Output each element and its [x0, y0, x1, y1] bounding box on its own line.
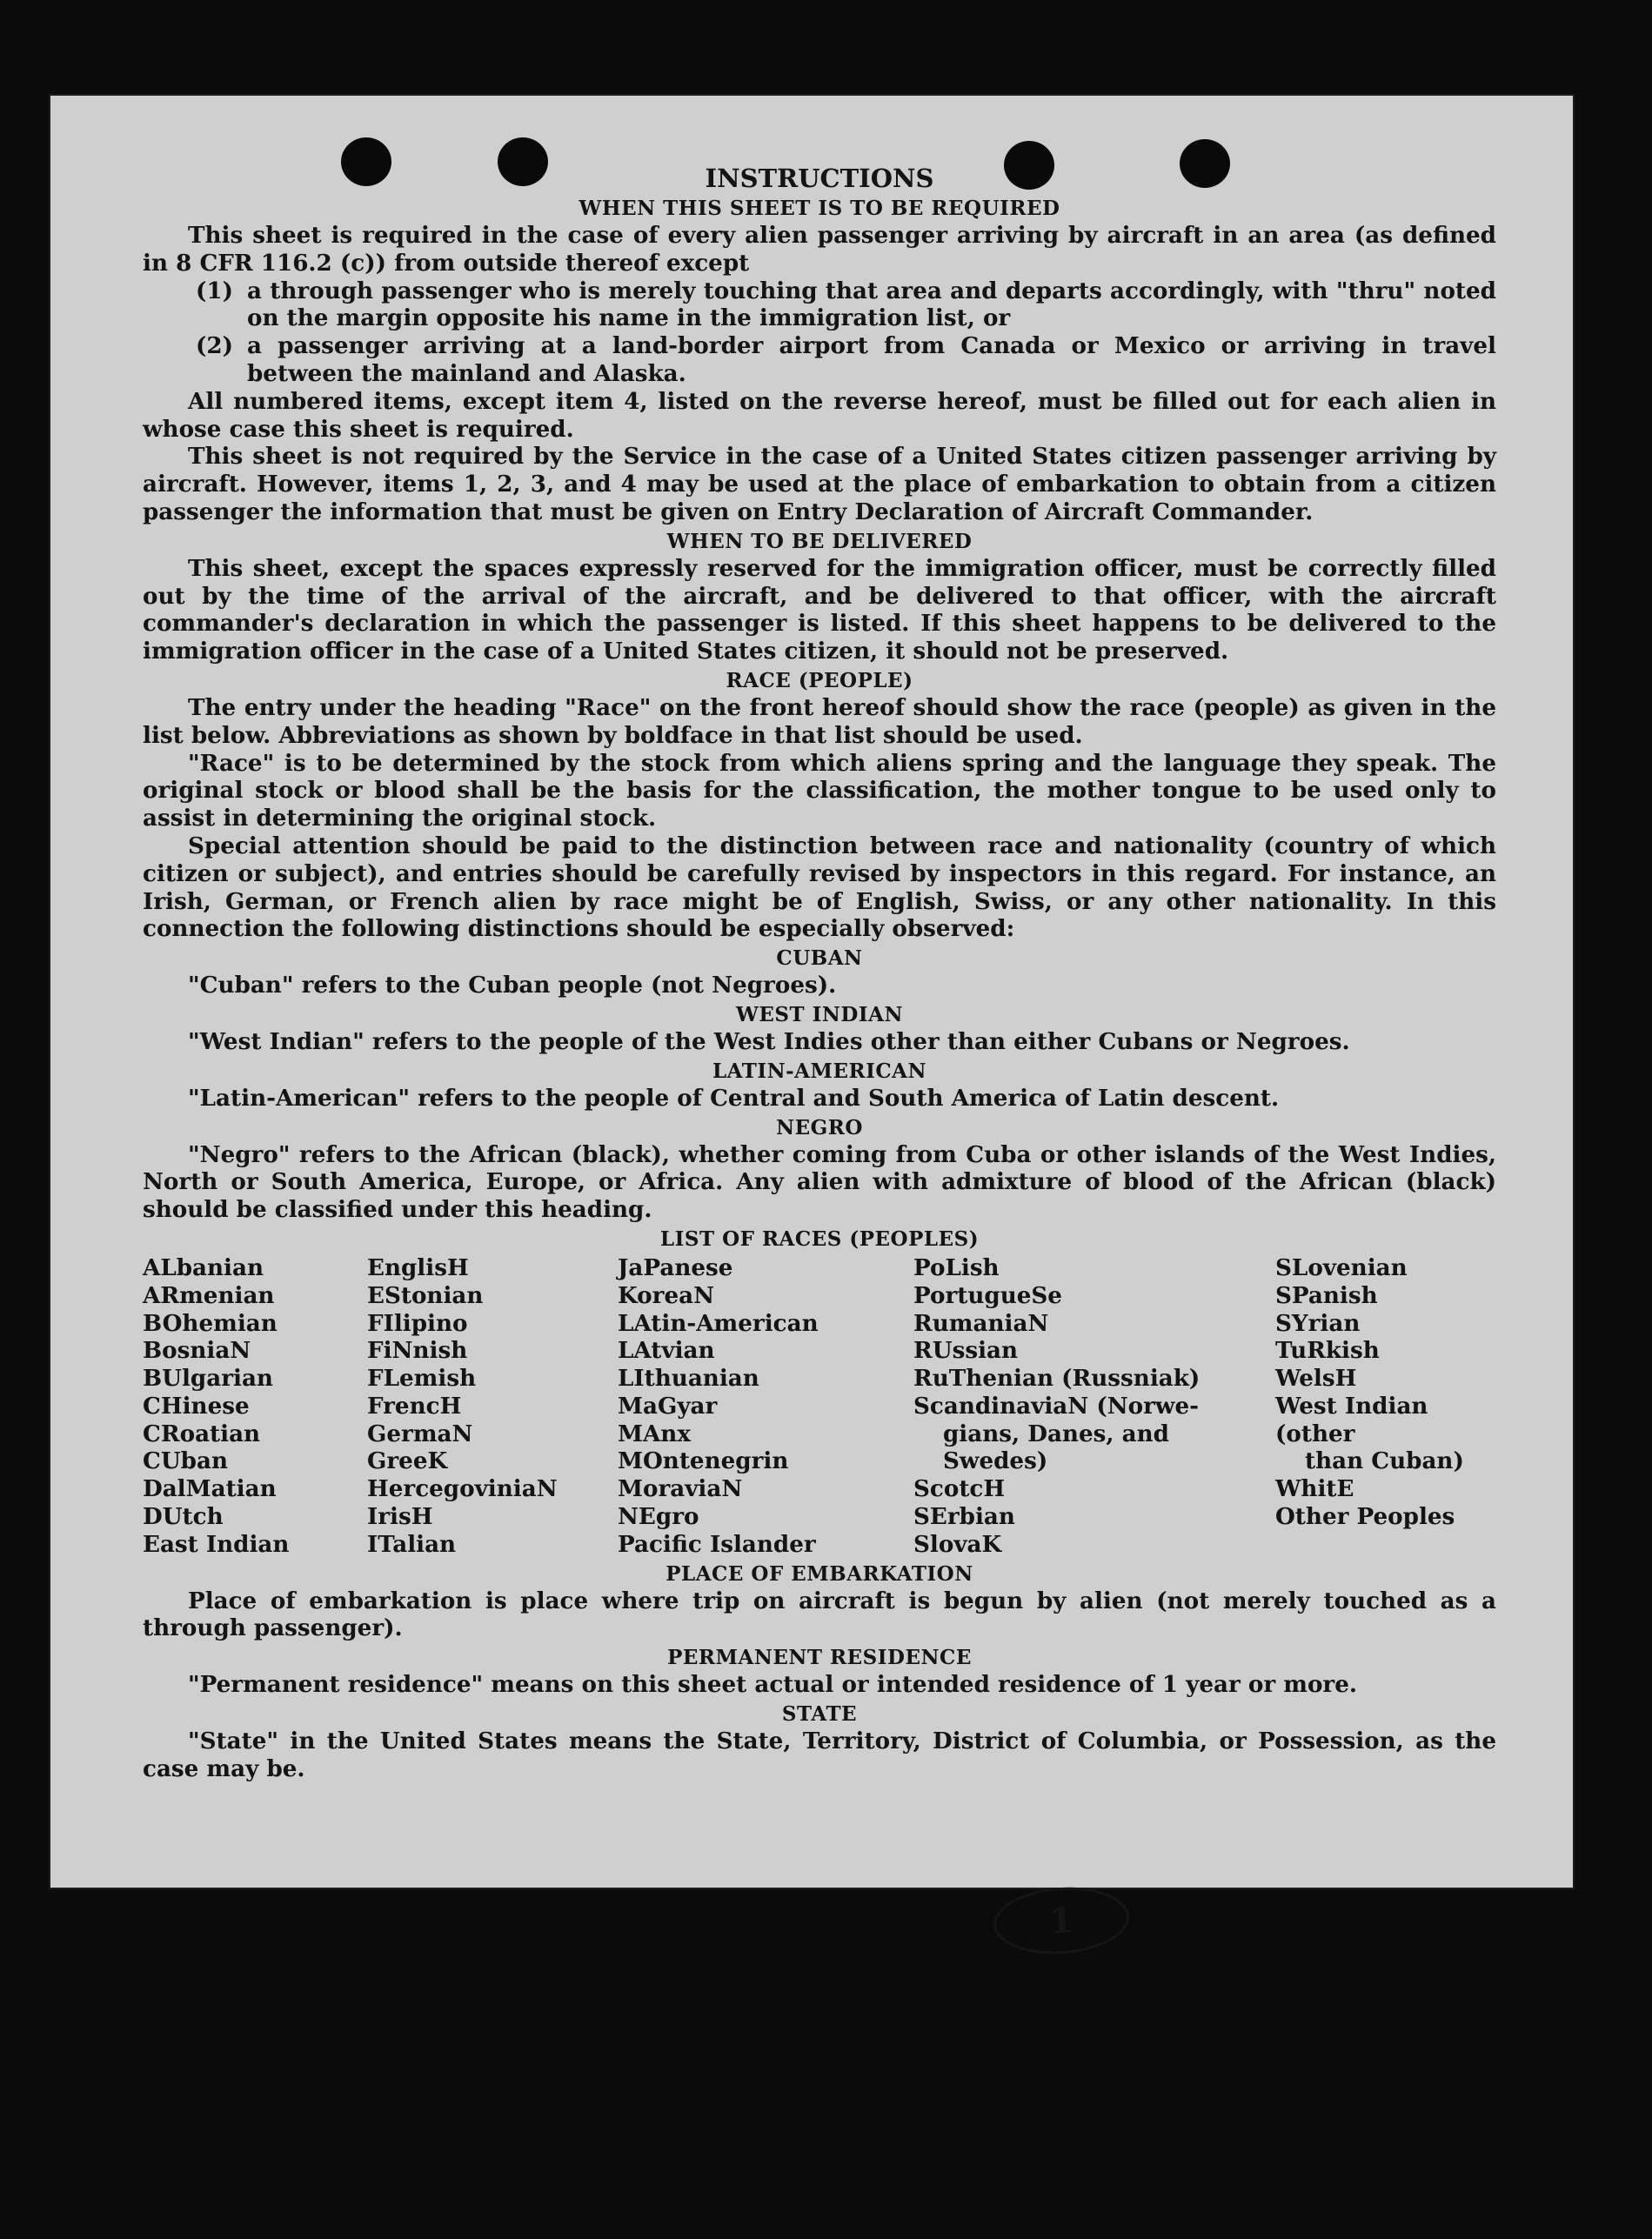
races-column — [913, 1254, 1275, 1559]
race-entry: LAtvian — [618, 1337, 715, 1365]
race-entry: ITalian — [367, 1530, 457, 1558]
race-entry: RUssian — [913, 1337, 1019, 1365]
exception-number: (1) — [195, 277, 233, 304]
embarkation-heading: PLACE OF EMBARKATION — [665, 1561, 973, 1586]
race-entry: MaGyar — [618, 1392, 718, 1420]
race-entry: LAtin-American — [618, 1309, 819, 1337]
race-entry: RuThenian (Russniak) — [913, 1365, 1201, 1393]
race-entry: EnglisH — [367, 1253, 469, 1281]
circled-page-number: 1 — [992, 1883, 1132, 1959]
race-entry: MAnx — [618, 1420, 691, 1447]
race-entry: GreeK — [367, 1447, 448, 1475]
race-entry: FiNnish — [367, 1337, 468, 1365]
race-entry: ALbanian — [143, 1253, 264, 1281]
race-entry: SErbian — [913, 1503, 1015, 1531]
exception-item — [143, 277, 1496, 333]
race-entry: SPanish — [1275, 1281, 1378, 1309]
race-heading: RACE (PEOPLE) — [726, 668, 913, 692]
state-text: "State" in the United States means the State, Territory, District of Columbia, or Possession, as the case may be. — [143, 1728, 1496, 1782]
when-delivered-text: This sheet, except the spaces expressly reserved for the immigration officer, must be correctly filled out by the time of the arrival of the aircraft, and be delivered to that officer, with the aircraft commander's declaration in which the passenger is listed. If this sheet happens to be delivered to the immigration officer in the case of a United States citizen, it should not be preserved. — [143, 554, 1496, 665]
embarkation-text: Place of embarkation is place where trip on aircraft is begun by alien (not merely touched as a through passenger). — [143, 1587, 1496, 1642]
state-heading: STATE — [781, 1702, 858, 1727]
race-entry: ScandinaviaN (Norwe- — [913, 1392, 1199, 1420]
race-entry: West Indian (other — [1275, 1392, 1428, 1447]
latin-american-heading: LATIN-AMERICAN — [712, 1059, 927, 1083]
numbered-items-paragraph: All numbered items, except item 4, listed on the reverse hereof, must be filled out for each alien in whose case this sheet is required. — [143, 387, 1496, 443]
race-entry: IrisH — [367, 1503, 433, 1531]
race-entry: PoLish — [913, 1253, 1000, 1281]
residence-heading: PERMANENT RESIDENCE — [667, 1646, 972, 1670]
race-entry: BUlgarian — [143, 1365, 273, 1393]
race-entry: HercegoviniaN — [367, 1475, 558, 1503]
race-entry: Pacific Islander — [618, 1530, 816, 1558]
exception-number: (2) — [195, 332, 233, 360]
race-entry: ARmenian — [143, 1281, 275, 1309]
race-entry: East Indian — [143, 1530, 290, 1558]
race-entry: GermaN — [367, 1420, 473, 1447]
races-column — [367, 1254, 618, 1559]
race-entry: CHinese — [143, 1392, 250, 1420]
race-entry: RumaniaN — [913, 1309, 1049, 1337]
race-entry: gians, Danes, and — [943, 1420, 1169, 1447]
races-column — [143, 1254, 367, 1559]
when-required-heading: WHEN THIS SHEET IS TO BE REQUIRED — [579, 197, 1060, 220]
race-paragraph: The entry under the heading "Race" on the front hereof should show the race (people) as given in the list below. Abbreviations as shown by boldface in that list should be used. — [143, 693, 1496, 749]
latin-american-text: "Latin-American" refers to the people of Central and South America of Latin descent. — [188, 1084, 1280, 1112]
race-entry: CRoatian — [143, 1420, 261, 1447]
race-entry: PortugueSe — [913, 1281, 1062, 1309]
race-entry: BOhemian — [143, 1309, 278, 1337]
exception-item — [143, 332, 1496, 388]
page-title: INSTRUCTIONS — [705, 164, 934, 193]
exception-text: a passenger arriving at a land-border airport from Canada or Mexico or arriving in travel between the mainland and Alaska. — [247, 332, 1496, 387]
race-entry: KoreaN — [618, 1281, 715, 1309]
race-entry: SLovenian — [1275, 1253, 1408, 1281]
race-entry: WelsH — [1275, 1365, 1357, 1393]
race-paragraph: Special attention should be paid to the distinction between race and nationality (country of which citizen or subject), and entries should be carefully revised by inspectors in this regard. For instance, an Irish, German, or French alien by race might be of English, Swiss, or any other nationality. In this connection the following distinctions should be especially observed: — [143, 832, 1496, 943]
race-entry: FLemish — [367, 1365, 477, 1393]
race-entry: ScotcH — [913, 1475, 1006, 1503]
race-entry: Swedes) — [943, 1447, 1048, 1475]
instructions-body — [143, 164, 1496, 1783]
race-entry: SYrian — [1275, 1309, 1361, 1337]
west-indian-heading: WEST INDIAN — [736, 1002, 903, 1026]
race-paragraph: "Race" is to be determined by the stock from which aliens spring and the language they speak. The original stock or blood shall be the basis for the classification, the mother tongue to be used only to assist in determining the original stock. — [143, 749, 1496, 832]
citizen-paragraph: This sheet is not required by the Service in the case of a United States citizen passenger arriving by aircraft. However, items 1, 2, 3, and 4 may be used at the place of embarkation to obtain from a citizen passenger the information that must be given on Entry Declaration of Aircraft Commander. — [143, 443, 1496, 525]
races-list — [143, 1254, 1496, 1559]
race-entry: LIthuanian — [618, 1365, 759, 1393]
race-entry: DalMatian — [143, 1475, 277, 1503]
cuban-text: "Cuban" refers to the Cuban people (not Negroes). — [188, 972, 837, 999]
race-entry: SlovaK — [913, 1530, 1002, 1558]
when-delivered-heading: WHEN TO BE DELIVERED — [666, 529, 973, 553]
race-entry: MoraviaN — [618, 1475, 743, 1503]
race-entry: DUtch — [143, 1503, 224, 1531]
race-entry: TuRkish — [1275, 1337, 1380, 1365]
race-entry: FrencH — [367, 1392, 462, 1420]
race-entry: BosniaN — [143, 1337, 251, 1365]
race-entry: than Cuban) — [1305, 1447, 1464, 1475]
race-entry: JaPanese — [618, 1253, 733, 1281]
negro-heading: NEGRO — [776, 1115, 863, 1140]
race-entry: FIlipino — [367, 1309, 468, 1337]
race-entry: Other Peoples — [1275, 1503, 1455, 1531]
when-required-intro: This sheet is required in the case of every alien passenger arriving by aircraft in an area (as defined in 8 CFR 116.2 (c)) from outside thereof except — [143, 222, 1496, 277]
document-sheet — [49, 94, 1575, 1942]
race-entry: CUban — [143, 1447, 228, 1475]
races-column — [1275, 1254, 1496, 1559]
race-entry: WhitE — [1275, 1475, 1354, 1503]
exception-text: a through passenger who is merely touching that area and departs accordingly, with "thru" noted on the margin opposite his name in the immigration list, or — [247, 277, 1496, 332]
cuban-heading: CUBAN — [776, 946, 863, 971]
race-entry: NEgro — [618, 1503, 699, 1531]
race-entry: EStonian — [367, 1281, 484, 1309]
west-indian-text: "West Indian" refers to the people of the West Indies other than either Cubans or Negroes. — [188, 1027, 1350, 1055]
list-of-races-heading: LIST OF RACES (PEOPLES) — [659, 1226, 980, 1251]
race-entry: MOntenegrin — [618, 1447, 789, 1475]
residence-text: "Permanent residence" means on this sheet actual or intended residence of 1 year or more. — [188, 1671, 1357, 1699]
negro-text: "Negro" refers to the African (black), whether coming from Cuba or other islands of the West Indies, North or South America, Europe, or Africa. Any alien with admixture of blood of the African (black) should be classified under this heading. — [143, 1140, 1496, 1224]
races-column — [618, 1254, 913, 1559]
